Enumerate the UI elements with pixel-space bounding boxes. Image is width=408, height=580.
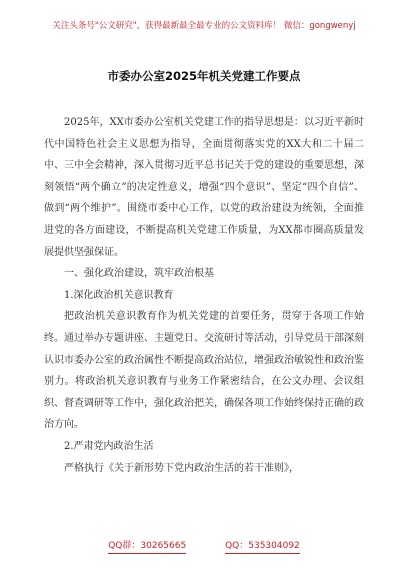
contact-footer: [0, 540, 408, 554]
subsection-body-1: 把政治机关意识教育作为机关党建的首要任务，贯穿于各项工作始终。通过举办专题讲座、主题党日、交流研讨等活动，引导党员干部深刻认识市委办公室的政治属性不断提高政治站位，增强政治敏锐性和政治鉴别力。将政治机关意识教育与业务工作紧密结合，在公文办理、会议组织、督查调研等工作中，强化政治把关，确保各项工作始终保持正确的政治方向。: [44, 311, 364, 431]
qq-group-link[interactable]: QQ群：30265665: [108, 540, 186, 554]
qq-contact-link[interactable]: QQ：535304092: [225, 540, 300, 554]
subsection-heading-1: 1.深化政治机关意识教育: [64, 289, 174, 301]
section-heading-1: 一、强化政治建设，筑牢政治根基: [64, 268, 214, 280]
intro-paragraph: 2025年，XX市委办公室机关党建工作的指导思想是：以习近平新时代中国特色社会主义思想为指导，全面贯彻落实党的XX大和二十届二中、三中全会精神，深入贯彻习近平总书记关于党的建设的重要思想，深刻领悟“两个确立”的决定性意义，增强“四个意识”、坚定“四个自信”、做到“两个维护”。围绕市委中心工作，以党的政治建设为统领，全面推进党的各方面建设，不断提高机关党建工作质量，为XX都市圈高质量发展提供坚强保证。: [44, 117, 364, 258]
subsection-body-2: 严格执行《关于新形势下党内政治生活的若干准则》，: [64, 462, 299, 474]
subsection-heading-2: 2.严肃党内政治生活: [64, 440, 154, 452]
promo-banner: 关注头条号"公文研究"，获得最新最全最专业的公文资料库！ 微信：gongwenyj: [52, 21, 356, 31]
document-title: 市委办公室2025年机关党建工作要点: [107, 69, 301, 83]
